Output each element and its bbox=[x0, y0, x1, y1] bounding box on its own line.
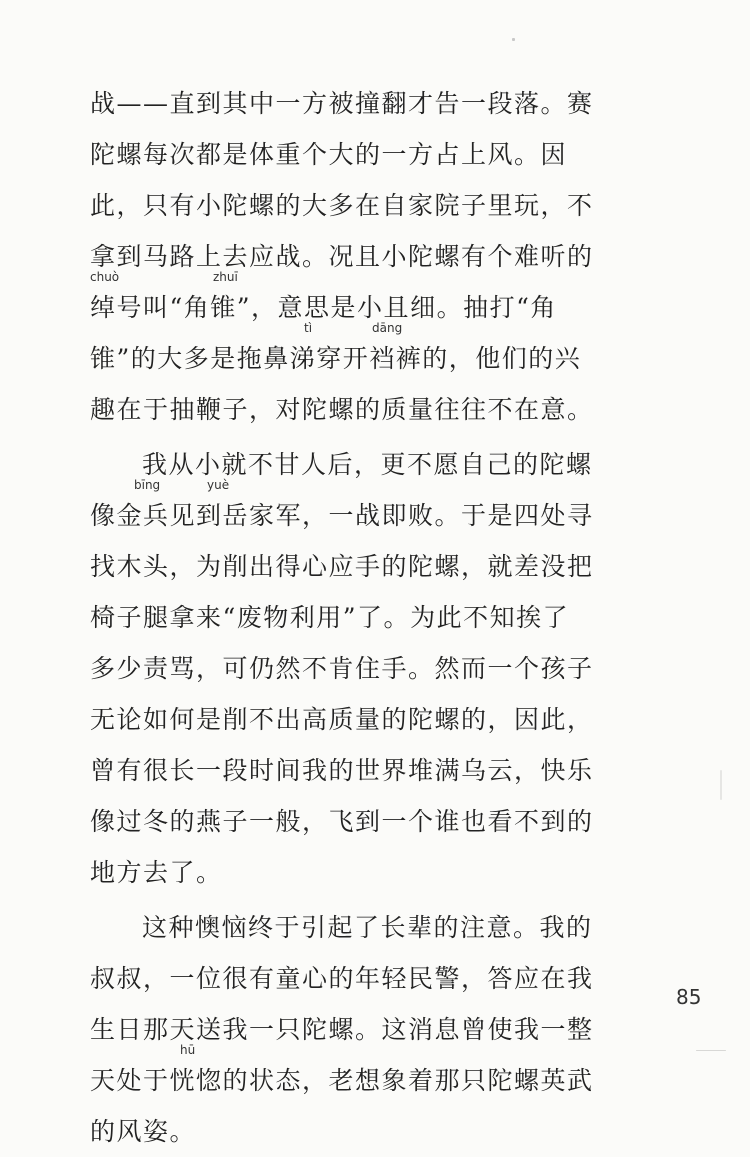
text-line: 天处于恍惚的状态，老想象着那只陀螺英武 bbox=[90, 1066, 594, 1095]
paper-speck bbox=[512, 38, 515, 41]
text-line: 拿到马路上去应战。况且小陀螺有个难听的 bbox=[90, 242, 594, 271]
paragraph-first-line: 这种懊恼终于引起了长辈的注意。我的 bbox=[142, 913, 593, 942]
text-line: 椅子腿拿来“废物利用”了。为此不知挨了 bbox=[90, 603, 570, 632]
page-number: 85 bbox=[676, 985, 702, 1009]
text-line-with-pinyin bbox=[90, 321, 582, 384]
text-line: 此，只有小陀螺的大多在自家院子里玩，不 bbox=[90, 191, 594, 220]
text-line: 生日那天送我一只陀螺。这消息曾使我一整 bbox=[90, 1015, 594, 1044]
pinyin-annotation: dāng bbox=[372, 321, 403, 335]
pinyin-annotation: hū bbox=[180, 1043, 196, 1057]
pinyin-annotation: yuè bbox=[207, 478, 230, 492]
text-line: 趣在于抽鞭子，对陀螺的质量往往不在意。 bbox=[90, 395, 594, 424]
text-line: 战——直到其中一方被撞翻才告一段落。赛 bbox=[90, 89, 594, 118]
pinyin-annotation: tì bbox=[304, 321, 313, 335]
body-text bbox=[90, 78, 594, 1157]
text-line: 地方去了。 bbox=[90, 858, 223, 887]
text-line: 的风姿。 bbox=[90, 1117, 197, 1146]
text-line: 找木头，为削出得心应手的陀螺，就差没把 bbox=[90, 552, 594, 581]
text-line-with-pinyin bbox=[90, 270, 557, 333]
paper-speck bbox=[696, 1050, 726, 1051]
text-line: 像金兵见到岳家军，一战即败。于是四处寻 bbox=[90, 501, 594, 530]
pinyin-annotation: chuò bbox=[90, 270, 120, 284]
text-line: 陀螺每次都是体重个大的一方占上风。因 bbox=[90, 140, 568, 169]
text-line: 叔叔，一位很有童心的年轻民警，答应在我 bbox=[90, 964, 594, 993]
text-line: 像过冬的燕子一般，飞到一个谁也看不到的 bbox=[90, 807, 594, 836]
text-line-with-pinyin bbox=[90, 1043, 594, 1106]
text-line: 无论如何是削不出高质量的陀螺的，因此， bbox=[90, 705, 594, 734]
pinyin-annotation: zhuī bbox=[213, 270, 238, 284]
paragraph-first-line: 我从小就不甘人后，更不愿自己的陀螺 bbox=[142, 450, 593, 479]
text-line: 锥”的大多是拖鼻涕穿开裆裤的，他们的兴 bbox=[90, 344, 582, 373]
text-line: 绰号叫“角锥”，意思是小且细。抽打“角 bbox=[90, 293, 557, 322]
text-line: 曾有很长一段时间我的世界堆满乌云，快乐 bbox=[90, 756, 594, 785]
paper-speck bbox=[720, 770, 722, 800]
text-line: 多少责骂，可仍然不肯住手。然而一个孩子 bbox=[90, 654, 594, 683]
pinyin-annotation: bīng bbox=[134, 478, 161, 492]
text-line-with-pinyin bbox=[90, 478, 594, 541]
